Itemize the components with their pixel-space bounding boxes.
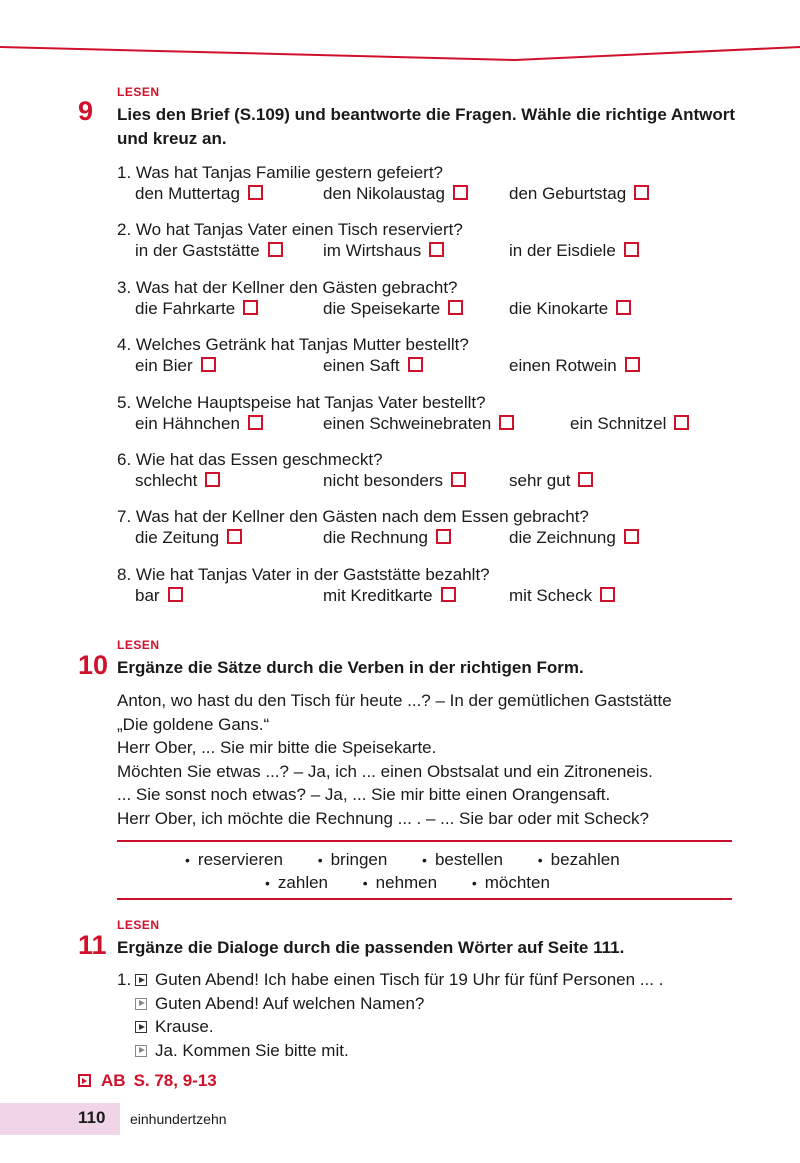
- answer-option: [509, 527, 639, 548]
- answer-option-label: einen Schweinebraten: [323, 413, 492, 433]
- answer-option-label: sehr gut: [509, 471, 571, 490]
- answer-checkbox[interactable]: [429, 242, 444, 257]
- answer-checkbox[interactable]: [248, 415, 263, 430]
- question-text: 2. Wo hat Tanjas Vater einen Tisch reserviert?: [117, 220, 463, 240]
- answer-option-label: den Nikolaustag: [323, 184, 445, 203]
- ex9-section-label: LESEN: [117, 85, 160, 99]
- answer-option: [509, 585, 615, 606]
- answer-checkbox[interactable]: [634, 185, 649, 200]
- dialog-line: Ja. Kommen Sie bitte mit.: [135, 1039, 663, 1063]
- word-box-top-rule: [117, 840, 732, 842]
- answer-option: [323, 527, 451, 548]
- answer-checkbox[interactable]: [674, 415, 689, 430]
- play-icon: [135, 1021, 147, 1033]
- answer-option-label: den Muttertag: [135, 184, 240, 203]
- answer-option: [323, 298, 463, 319]
- play-icon: [135, 1045, 147, 1057]
- answer-option: [135, 298, 258, 319]
- ex10-line: Herr Ober, ich möchte die Rechnung ... . – ... Sie bar oder mit Scheck?: [117, 808, 649, 828]
- ex9-title-line2: und kreuz an.: [117, 129, 227, 148]
- answer-checkbox[interactable]: [625, 357, 640, 372]
- question-text: 6. Wie hat das Essen geschmeckt?: [117, 450, 383, 469]
- workbook-pages: S. 78, 9-13: [133, 1071, 217, 1090]
- ex10-line: Herr Ober, ... Sie mir bitte die Speisekarte.: [117, 738, 437, 757]
- answer-option: [135, 470, 220, 491]
- question-text: 3. Was hat der Kellner den Gästen gebracht?: [117, 277, 458, 297]
- answer-checkbox[interactable]: [578, 472, 593, 487]
- ex11-dialog: [135, 968, 663, 1062]
- ex10-line: Möchten Sie etwas ...? – Ja, ich ... einen Obstsalat und ein Zitroneneis.: [117, 761, 653, 781]
- answer-option-label: nicht besonders: [323, 471, 444, 490]
- answer-checkbox[interactable]: [453, 185, 468, 200]
- answer-option: [509, 240, 639, 261]
- page-number: 110: [78, 1108, 106, 1127]
- answer-option-label: die Kinokarte: [509, 298, 609, 318]
- answer-option-label: in der Gaststätte: [135, 241, 260, 261]
- ex9-title-line1: Lies den Brief (S.109) und beantworte die Fragen. Wähle die richtige Antwort: [117, 105, 736, 124]
- answer-option-label: ein Bier: [135, 356, 193, 376]
- answer-option-label: einen Saft: [323, 356, 400, 376]
- word-item: • bezahlen: [537, 850, 620, 869]
- question-text: 8. Wie hat Tanjas Vater in der Gaststätte bezahlt?: [117, 564, 490, 584]
- answer-option-label: den Geburtstag: [509, 184, 627, 203]
- ex10-line: ... Sie sonst noch etwas? – Ja, ... Sie mir bitte einen Orangensaft.: [117, 785, 611, 804]
- answer-option: [509, 355, 640, 376]
- answer-checkbox[interactable]: [616, 300, 631, 315]
- answer-checkbox[interactable]: [436, 529, 451, 544]
- answer-checkbox[interactable]: [499, 415, 514, 430]
- word-item: • zahlen: [265, 873, 329, 892]
- answer-option: [509, 183, 649, 204]
- answer-option: [323, 355, 423, 376]
- answer-option: [323, 413, 514, 434]
- answer-option-label: ein Schnitzel: [570, 413, 667, 433]
- answer-option-label: ein Hähnchen: [135, 413, 240, 433]
- answer-checkbox[interactable]: [201, 357, 216, 372]
- question-text: 7. Was hat der Kellner den Gästen nach dem Essen gebracht?: [117, 507, 589, 527]
- answer-option: [509, 470, 593, 491]
- answer-option-label: die Speisekarte: [323, 298, 441, 318]
- dialog-line: Guten Abend! Ich habe einen Tisch für 19 Uhr für fünf Personen ... .: [135, 968, 663, 992]
- answer-option: [323, 470, 466, 491]
- ex9-number: 9: [78, 96, 94, 126]
- answer-option: [135, 240, 283, 261]
- answer-option-label: bar: [135, 585, 160, 605]
- ex10-text: [117, 689, 672, 830]
- answer-checkbox[interactable]: [408, 357, 423, 372]
- play-icon: [135, 974, 147, 986]
- answer-checkbox[interactable]: [243, 300, 258, 315]
- answer-checkbox[interactable]: [268, 242, 283, 257]
- word-item: • nehmen: [362, 873, 438, 892]
- answer-checkbox[interactable]: [248, 185, 263, 200]
- answer-option-label: mit Kreditkarte: [323, 585, 433, 605]
- dialog-line: Krause.: [135, 1015, 663, 1039]
- ex11-title: Ergänze die Dialoge durch die passenden Wörter auf Seite 111.: [117, 938, 625, 957]
- answer-checkbox[interactable]: [624, 242, 639, 257]
- answer-option: [570, 413, 689, 434]
- answer-option-label: die Zeichnung: [509, 528, 616, 548]
- word-item: • reservieren: [185, 850, 283, 869]
- answer-checkbox[interactable]: [441, 587, 456, 602]
- answer-option: [135, 183, 263, 204]
- answer-checkbox[interactable]: [168, 587, 183, 602]
- ex10-line: „Die goldene Gans.“: [117, 714, 270, 734]
- answer-checkbox[interactable]: [624, 529, 639, 544]
- answer-option-label: die Zeitung: [135, 528, 220, 548]
- word-item: • bringen: [317, 850, 388, 869]
- ex11-item-number: 1.: [117, 970, 132, 989]
- answer-checkbox[interactable]: [448, 300, 463, 315]
- answer-option: [323, 183, 468, 204]
- answer-option: [509, 298, 631, 319]
- workbook-reference: [78, 1071, 217, 1091]
- answer-option-label: schlecht: [135, 471, 198, 490]
- answer-option-label: die Rechnung: [323, 528, 428, 548]
- arrow-box-icon: [78, 1074, 91, 1087]
- dialog-line: Guten Abend! Auf welchen Namen?: [135, 992, 663, 1016]
- answer-option-label: die Fahrkarte: [135, 298, 236, 318]
- answer-option: [135, 527, 242, 548]
- ex11-section-label: LESEN: [117, 918, 160, 932]
- question-text: 5. Welche Hauptspeise hat Tanjas Vater bestellt?: [117, 392, 486, 412]
- answer-option-label: im Wirtshaus: [323, 241, 422, 261]
- question-text: 4. Welches Getränk hat Tanjas Mutter bestellt?: [117, 335, 469, 355]
- ex10-line: Anton, wo hast du den Tisch für heute ...? – In der gemütlichen Gaststätte: [117, 691, 672, 710]
- ex11-number: 11: [78, 930, 107, 960]
- answer-option: [323, 240, 444, 261]
- ex10-title: Ergänze die Sätze durch die Verben in der richtigen Form.: [117, 658, 584, 677]
- answer-option: [323, 585, 456, 606]
- header-rule: [0, 0, 800, 70]
- answer-option-label: einen Rotwein: [509, 356, 617, 376]
- answer-option: [135, 585, 183, 606]
- answer-checkbox[interactable]: [600, 587, 615, 602]
- word-box-row2: [265, 873, 550, 893]
- question-text: 1. Was hat Tanjas Familie gestern gefeiert?: [117, 163, 443, 182]
- word-box-bottom-rule: [117, 898, 732, 900]
- play-icon: [135, 998, 147, 1010]
- ex10-number: 10: [78, 650, 109, 680]
- ex10-section-label: LESEN: [117, 638, 160, 652]
- page-number-word: einhundertzehn: [130, 1111, 227, 1127]
- word-item: • möchten: [471, 873, 550, 892]
- word-item: • bestellen: [422, 850, 504, 869]
- answer-checkbox[interactable]: [451, 472, 466, 487]
- answer-checkbox[interactable]: [205, 472, 220, 487]
- word-box-row1: [185, 850, 620, 870]
- answer-checkbox[interactable]: [227, 529, 242, 544]
- answer-option-label: mit Scheck: [509, 585, 593, 605]
- answer-option-label: in der Eisdiele: [509, 241, 616, 261]
- answer-option: [135, 355, 216, 376]
- answer-option: [135, 413, 263, 434]
- workbook-label: AB: [101, 1071, 126, 1090]
